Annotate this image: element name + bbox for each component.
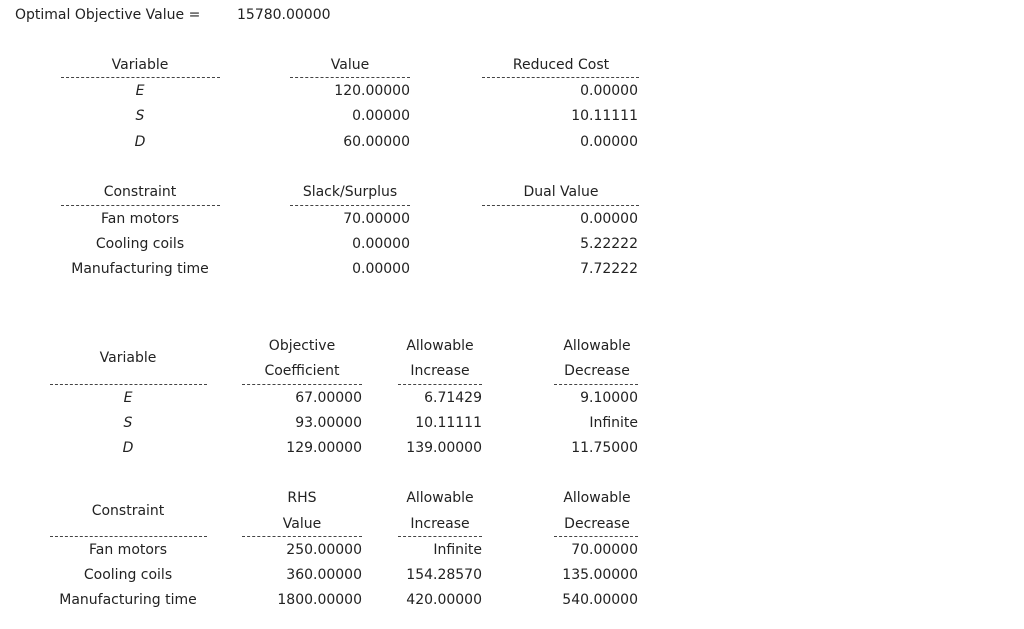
constraint-name: Manufacturing time (59, 592, 197, 608)
header-allowable: Allowable (563, 338, 631, 354)
objective-value: 15780.00000 (237, 7, 331, 23)
allowable-increase: 139.00000 (406, 440, 482, 456)
header-value: Value (330, 57, 370, 73)
allowable-decrease: 540.00000 (562, 592, 638, 608)
divider (554, 536, 638, 537)
header-decrease: Decrease (564, 363, 630, 379)
reduced-cost: 0.00000 (580, 83, 638, 99)
allowable-increase: 10.11111 (415, 415, 482, 431)
divider (50, 384, 207, 385)
divider (242, 384, 362, 385)
header-slack-surplus: Slack/Surplus (302, 184, 398, 200)
slack-surplus: 70.00000 (343, 211, 410, 227)
reduced-cost: 0.00000 (580, 134, 638, 150)
variable-name: S (123, 415, 133, 431)
header-increase: Increase (410, 363, 470, 379)
allowable-decrease: Infinite (589, 415, 638, 431)
header-decrease: Decrease (564, 516, 630, 532)
variable-name: E (123, 390, 133, 406)
allowable-increase: Infinite (433, 542, 482, 558)
reduced-cost: 10.11111 (571, 108, 638, 124)
header-objective: Objective (268, 338, 336, 354)
variable-value: 120.00000 (334, 83, 410, 99)
allowable-decrease: 11.75000 (571, 440, 638, 456)
divider (482, 205, 639, 206)
variable-name: S (135, 108, 145, 124)
divider (61, 77, 220, 78)
variable-value: 60.00000 (343, 134, 410, 150)
divider (290, 77, 410, 78)
header-constraint: Constraint (91, 503, 165, 519)
slack-surplus: 0.00000 (352, 261, 410, 277)
dual-value: 7.72222 (580, 261, 638, 277)
objective-coefficient: 93.00000 (295, 415, 362, 431)
divider (482, 77, 639, 78)
objective-label: Optimal Objective Value = (15, 7, 201, 23)
constraint-name: Cooling coils (83, 567, 173, 583)
variable-name: D (122, 440, 134, 456)
divider (398, 536, 482, 537)
divider (290, 205, 410, 206)
rhs-value: 1800.00000 (277, 592, 362, 608)
variable-value: 0.00000 (352, 108, 410, 124)
header-allowable: Allowable (406, 338, 474, 354)
header-value: Value (282, 516, 322, 532)
header-increase: Increase (410, 516, 470, 532)
divider (50, 536, 207, 537)
allowable-increase: 420.00000 (406, 592, 482, 608)
divider (398, 384, 482, 385)
header-coefficient: Coefficient (264, 363, 340, 379)
allowable-decrease: 9.10000 (580, 390, 638, 406)
divider (242, 536, 362, 537)
header-allowable: Allowable (406, 490, 474, 506)
objective-coefficient: 129.00000 (286, 440, 362, 456)
header-constraint: Constraint (103, 184, 177, 200)
constraint-name: Fan motors (89, 542, 167, 558)
rhs-value: 360.00000 (286, 567, 362, 583)
divider (554, 384, 638, 385)
header-variable: Variable (111, 57, 169, 73)
constraint-name: Fan motors (101, 211, 179, 227)
slack-surplus: 0.00000 (352, 236, 410, 252)
header-allowable: Allowable (563, 490, 631, 506)
objective-coefficient: 67.00000 (295, 390, 362, 406)
rhs-value: 250.00000 (286, 542, 362, 558)
constraint-name: Manufacturing time (71, 261, 209, 277)
divider (61, 205, 220, 206)
header-dual-value: Dual Value (523, 184, 599, 200)
variable-name: D (134, 134, 146, 150)
dual-value: 0.00000 (580, 211, 638, 227)
constraint-name: Cooling coils (95, 236, 185, 252)
variable-name: E (135, 83, 145, 99)
allowable-decrease: 70.00000 (571, 542, 638, 558)
header-rhs: RHS (287, 490, 317, 506)
dual-value: 5.22222 (580, 236, 638, 252)
header-variable: Variable (99, 350, 157, 366)
allowable-increase: 154.28570 (406, 567, 482, 583)
header-reduced-cost: Reduced Cost (512, 57, 610, 73)
allowable-decrease: 135.00000 (562, 567, 638, 583)
allowable-increase: 6.71429 (424, 390, 482, 406)
